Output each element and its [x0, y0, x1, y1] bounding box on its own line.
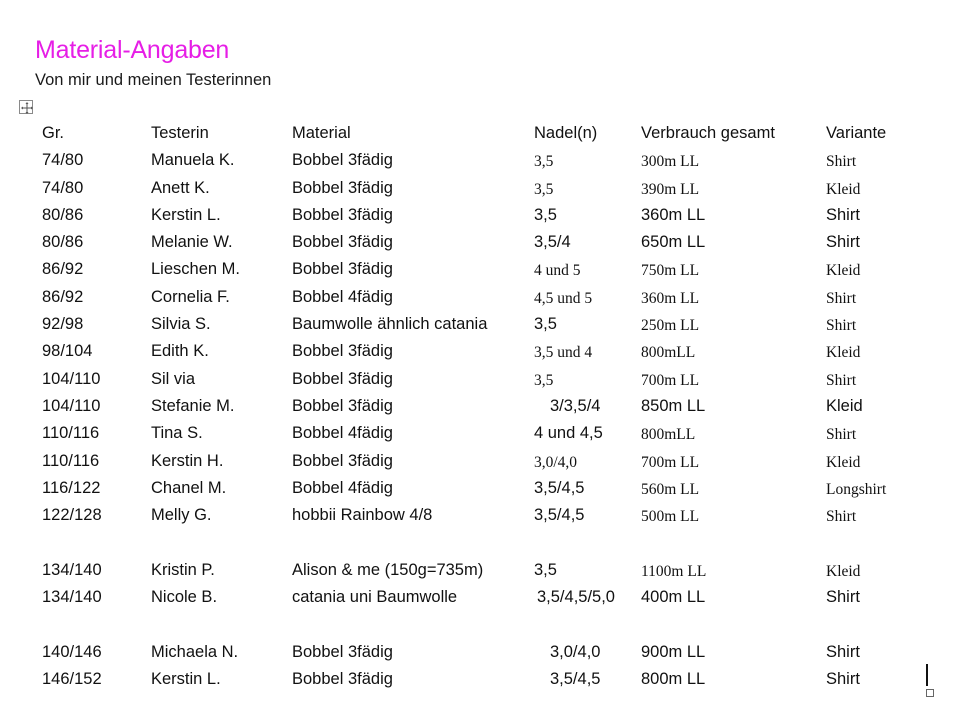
table-row	[42, 474, 922, 501]
cell-needles: 4 und 4,5	[534, 424, 603, 443]
cell-tester: Tina S.	[151, 424, 203, 443]
cell-tester: Kerstin L.	[151, 205, 221, 224]
cell-size: 98/104	[42, 342, 93, 361]
table-row	[42, 283, 922, 310]
cell-variant: Shirt	[826, 371, 857, 389]
cell-material: Bobbel 4fädig	[292, 478, 393, 497]
table-row	[42, 501, 922, 528]
cell-variant: Shirt	[826, 508, 857, 526]
cell-consumption: 390m LL	[641, 180, 700, 198]
cell-variant: Shirt	[826, 317, 857, 335]
cell-needles: 3,5/4,5	[550, 669, 601, 688]
cell-consumption: 300m LL	[641, 153, 700, 171]
header-needles: Nadel(n)	[534, 124, 598, 142]
cell-size: 74/80	[42, 178, 84, 197]
cell-needles: 3,5	[534, 180, 554, 198]
cell-tester: Kerstin H.	[151, 451, 224, 470]
cell-consumption: 800m LL	[641, 669, 706, 688]
cell-material: Bobbel 3fädig	[292, 342, 393, 361]
cell-needles: 3/3,5/4	[550, 396, 601, 415]
cell-variant: Shirt	[826, 669, 860, 688]
table-row	[42, 228, 922, 255]
cell-size: 146/152	[42, 669, 102, 688]
table-row	[42, 174, 922, 201]
cell-needles: 3,5	[534, 315, 557, 334]
cell-material: Bobbel 3fädig	[292, 233, 393, 252]
cell-needles: 3,5/4	[534, 233, 571, 252]
cell-consumption: 900m LL	[641, 642, 706, 661]
table-row	[42, 146, 922, 173]
cell-variant: Kleid	[826, 344, 861, 362]
cell-needles: 3,5 und 4	[534, 344, 593, 362]
cell-variant: Kleid	[826, 453, 861, 471]
cell-consumption: 400m LL	[641, 588, 706, 607]
cell-tester: Lieschen M.	[151, 260, 240, 279]
table-row	[42, 447, 922, 474]
cell-size: 80/86	[42, 233, 84, 252]
table-row	[42, 583, 922, 610]
cell-variant: Kleid	[826, 180, 861, 198]
header-material: Material	[292, 124, 351, 142]
cell-material: Bobbel 3fädig	[292, 669, 393, 688]
cell-size: 110/116	[42, 424, 100, 443]
cell-needles: 3,0/4,0	[550, 642, 601, 661]
cell-size: 110/116	[42, 451, 100, 470]
cell-material: Bobbel 3fädig	[292, 642, 393, 661]
cell-needles: 3,5	[534, 560, 557, 579]
cell-needles: 4 und 5	[534, 262, 581, 280]
cell-consumption: 800mLL	[641, 344, 696, 362]
cell-tester: Melly G.	[151, 506, 212, 525]
cell-material: Bobbel 3fädig	[292, 260, 393, 279]
cell-tester: Manuela K.	[151, 151, 235, 170]
cell-needles: 3,5	[534, 371, 554, 389]
table-row	[42, 201, 922, 228]
cell-size: 134/140	[42, 560, 102, 579]
cell-size: 104/110	[42, 396, 101, 415]
cell-variant: Kleid	[826, 396, 863, 415]
cell-material: Bobbel 4fädig	[292, 287, 393, 306]
cell-consumption: 850m LL	[641, 396, 706, 415]
cell-variant: Shirt	[826, 205, 860, 224]
cell-needles: 3,5	[534, 153, 554, 171]
table-resize-handle[interactable]	[926, 689, 934, 697]
cell-material: Bobbel 3fädig	[292, 178, 393, 197]
table-row-empty	[42, 528, 922, 555]
cell-consumption: 1100m LL	[641, 562, 707, 580]
table-row	[42, 419, 922, 446]
cell-variant: Shirt	[826, 289, 857, 307]
cell-material: Bobbel 3fädig	[292, 369, 393, 388]
cell-needles: 3,5/4,5/5,0	[537, 588, 615, 607]
cell-consumption: 360m LL	[641, 289, 700, 307]
cell-size: 104/110	[42, 369, 101, 388]
table-row	[42, 665, 922, 692]
cell-tester: Melanie W.	[151, 233, 233, 252]
cell-size: 134/140	[42, 588, 102, 607]
cell-variant: Kleid	[826, 562, 861, 580]
cell-material: Bobbel 3fädig	[292, 451, 393, 470]
header-size: Gr.	[42, 124, 65, 142]
header-tester: Testerin	[151, 124, 209, 142]
cell-variant: Longshirt	[826, 480, 887, 498]
table-header-row	[42, 119, 922, 146]
cell-needles: 4,5 und 5	[534, 289, 593, 307]
cell-consumption: 800mLL	[641, 426, 696, 444]
table-row-empty	[42, 610, 922, 637]
cell-consumption: 250m LL	[641, 317, 700, 335]
table-row	[42, 337, 922, 364]
header-consumption: Verbrauch gesamt	[641, 124, 775, 142]
table-row	[42, 638, 922, 665]
cell-tester: Sil via	[151, 369, 196, 388]
header-variant: Variante	[826, 124, 887, 142]
cell-consumption: 750m LL	[641, 262, 700, 280]
cell-size: 122/128	[42, 506, 102, 525]
table-row	[42, 556, 922, 583]
cell-tester: Silvia S.	[151, 315, 211, 334]
cell-size: 116/122	[42, 478, 101, 497]
cell-tester: Chanel M.	[151, 478, 227, 497]
table-row	[42, 310, 922, 337]
cell-material: Bobbel 3fädig	[292, 396, 393, 415]
cell-material: Baumwolle ähnlich catania	[292, 315, 488, 334]
material-table	[42, 119, 922, 692]
cell-needles: 3,5/4,5	[534, 478, 585, 497]
cell-needles: 3,5/4,5	[534, 506, 585, 525]
cell-consumption: 650m LL	[641, 233, 706, 252]
cell-tester: Kerstin L.	[151, 669, 221, 688]
cell-needles: 3,5	[534, 205, 557, 224]
cell-tester: Cornelia F.	[151, 287, 230, 306]
cell-variant: Shirt	[826, 588, 860, 607]
cell-variant: Shirt	[826, 233, 860, 252]
cell-material: Bobbel 4fädig	[292, 424, 393, 443]
cell-variant: Shirt	[826, 153, 857, 171]
cell-size: 92/98	[42, 315, 84, 334]
cell-material: Bobbel 3fädig	[292, 205, 393, 224]
cell-size: 86/92	[42, 287, 84, 306]
cell-material: hobbii Rainbow 4/8	[292, 506, 433, 525]
cell-tester: Anett K.	[151, 178, 210, 197]
table-row	[42, 392, 922, 419]
cell-consumption: 500m LL	[641, 508, 700, 526]
text-cursor	[926, 664, 928, 686]
table-row	[42, 365, 922, 392]
cell-consumption: 360m LL	[641, 205, 706, 224]
cell-size: 80/86	[42, 205, 84, 224]
cell-needles: 3,0/4,0	[534, 453, 578, 471]
cell-variant: Shirt	[826, 426, 857, 444]
cell-variant: Kleid	[826, 262, 861, 280]
cell-consumption: 560m LL	[641, 480, 700, 498]
cell-tester: Michaela N.	[151, 642, 239, 661]
cell-material: Alison & me (150g=735m)	[292, 560, 484, 579]
cell-tester: Edith K.	[151, 342, 209, 361]
page-subtitle: Von mir und meinen Testerinnen	[35, 71, 272, 89]
page-title: Material-Angaben	[35, 36, 230, 64]
cell-variant: Shirt	[826, 642, 860, 661]
cell-tester: Stefanie M.	[151, 396, 235, 415]
cell-size: 140/146	[42, 642, 102, 661]
table-row	[42, 255, 922, 282]
cell-tester: Kristin P.	[151, 560, 215, 579]
cell-material: Bobbel 3fädig	[292, 151, 393, 170]
move-arrows-icon[interactable]	[19, 100, 33, 114]
cell-consumption: 700m LL	[641, 453, 700, 471]
cell-size: 86/92	[42, 260, 84, 279]
cell-size: 74/80	[42, 151, 84, 170]
cell-tester: Nicole B.	[151, 588, 218, 607]
cell-consumption: 700m LL	[641, 371, 700, 389]
cell-material: catania uni Baumwolle	[292, 588, 458, 607]
